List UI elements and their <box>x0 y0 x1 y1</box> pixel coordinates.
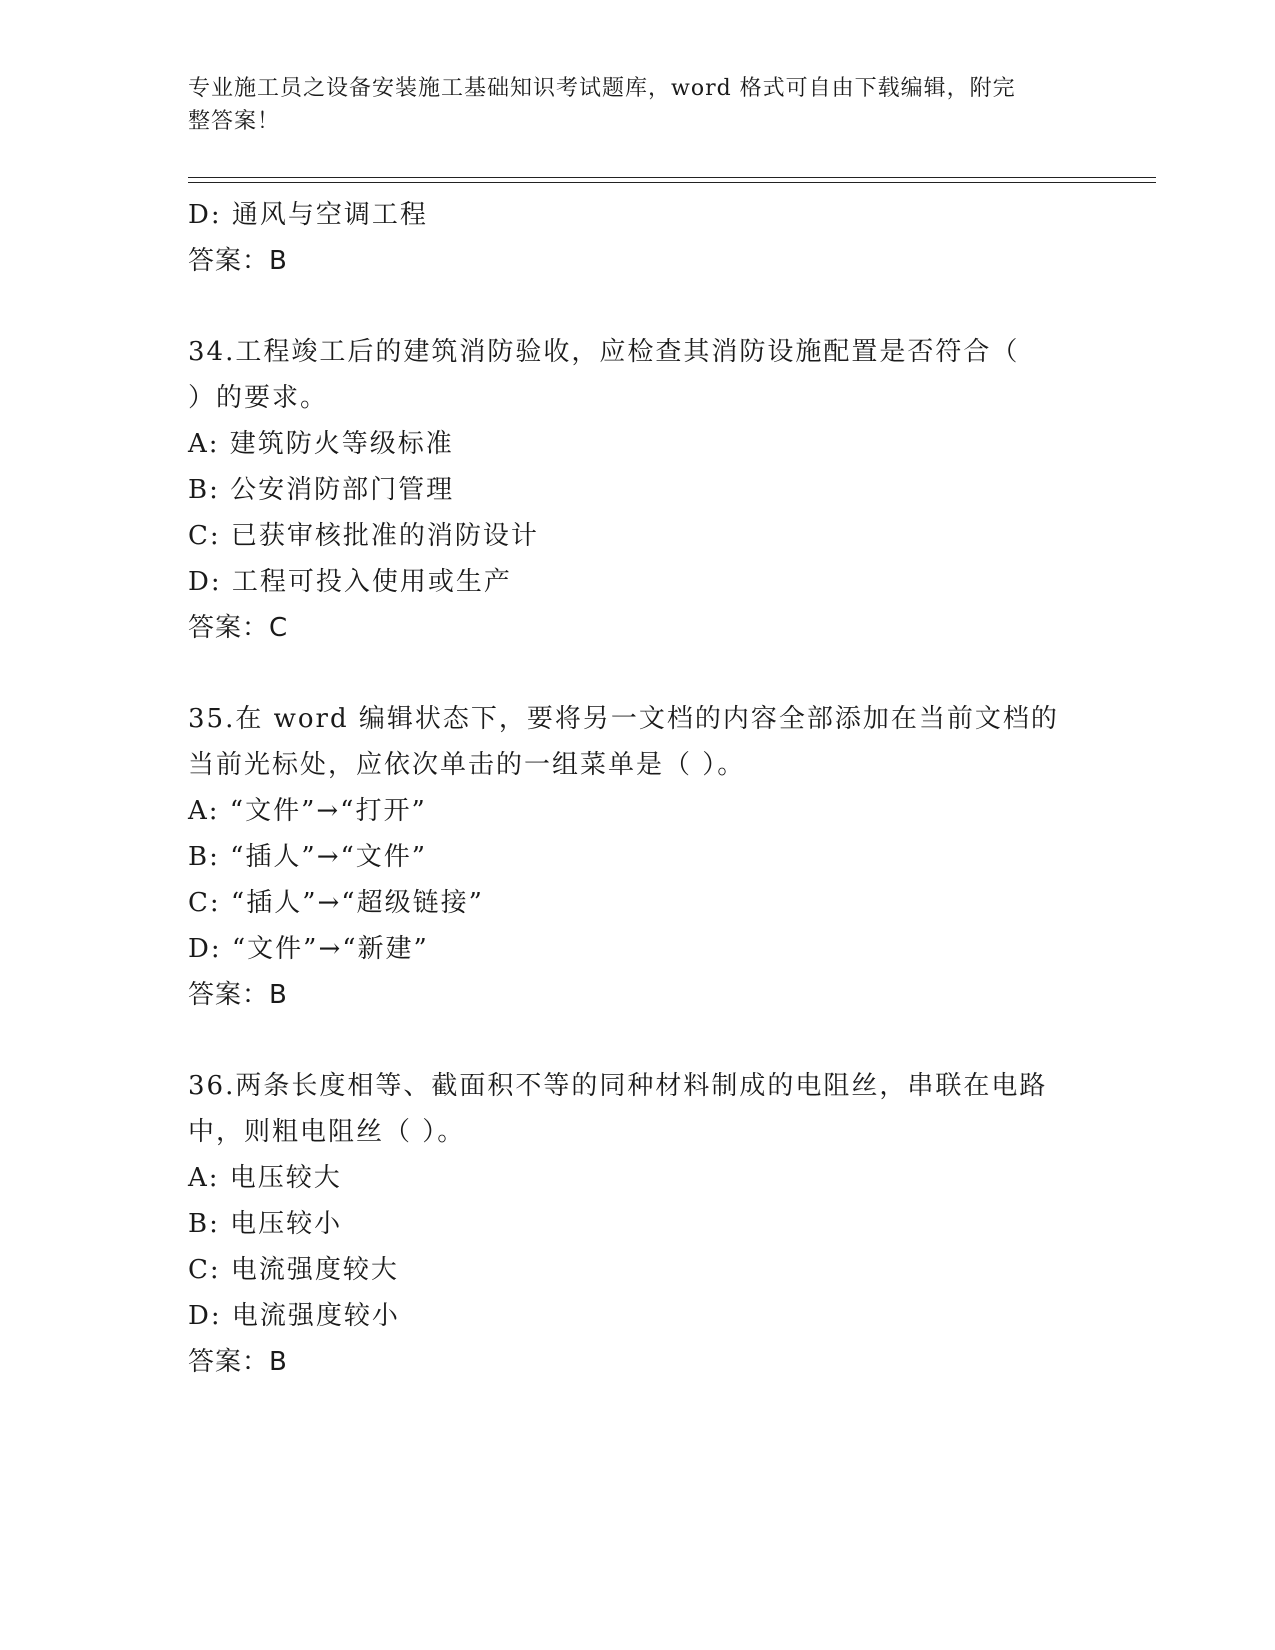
option-a: A: 建筑防火等级标准 <box>188 429 454 459</box>
option-c: C: “插人”→“超级链接” <box>188 888 484 918</box>
option-d: D: “文件”→“新建” <box>188 934 429 964</box>
answer-line: 答案：B <box>188 980 288 1010</box>
document-header <box>188 72 1068 138</box>
header-rule-top <box>188 177 1156 178</box>
option-a: A: “文件”→“打开” <box>188 796 427 826</box>
answer-line: 答案：B <box>188 1347 288 1377</box>
question-stem-line-2: 当前光标处，应依次单击的一组菜单是（ ）。 <box>188 750 746 780</box>
spacer <box>188 1018 1108 1063</box>
header-line-2: 整答案！ <box>188 109 281 134</box>
question-35 <box>188 696 1108 1018</box>
answer-line: 答案：C <box>188 613 289 643</box>
option-b: B: “插人”→“文件” <box>188 842 428 872</box>
option-c: C: 已获审核批准的消防设计 <box>188 521 539 551</box>
header-line-1: 专业施工员之设备安装施工基础知识考试题库，word 格式可自由下载编辑，附完 <box>188 76 1016 101</box>
option-d: D: 工程可投入使用或生产 <box>188 567 512 597</box>
question-36 <box>188 1063 1108 1385</box>
spacer <box>188 651 1108 696</box>
option-d: D: 通风与空调工程 <box>188 200 428 230</box>
option-c: C: 电流强度较大 <box>188 1255 399 1285</box>
header-rule-bottom <box>188 182 1156 183</box>
question-stem-line-2: ）的要求。 <box>188 383 329 413</box>
option-d: D: 电流强度较小 <box>188 1301 400 1331</box>
document-body <box>188 192 1108 1385</box>
answer-line: 答案：B <box>188 246 288 276</box>
question-stem-line-1: 34.工程竣工后的建筑消防验收，应检查其消防设施配置是否符合（ <box>188 337 1020 367</box>
spacer <box>188 284 1108 329</box>
question-stem-line-2: 中，则粗电阻丝（ ）。 <box>188 1117 466 1147</box>
question-34 <box>188 329 1108 651</box>
option-b: B: 电压较小 <box>188 1209 343 1239</box>
previous-question-tail <box>188 192 1108 284</box>
option-b: B: 公安消防部门管理 <box>188 475 455 505</box>
question-stem-line-1: 36.两条长度相等、截面积不等的同种材料制成的电阻丝，串联在电路 <box>188 1071 1048 1101</box>
question-stem-line-1: 35.在 word 编辑状态下，要将另一文档的内容全部添加在当前文档的 <box>188 704 1059 734</box>
option-a: A: 电压较大 <box>188 1163 342 1193</box>
